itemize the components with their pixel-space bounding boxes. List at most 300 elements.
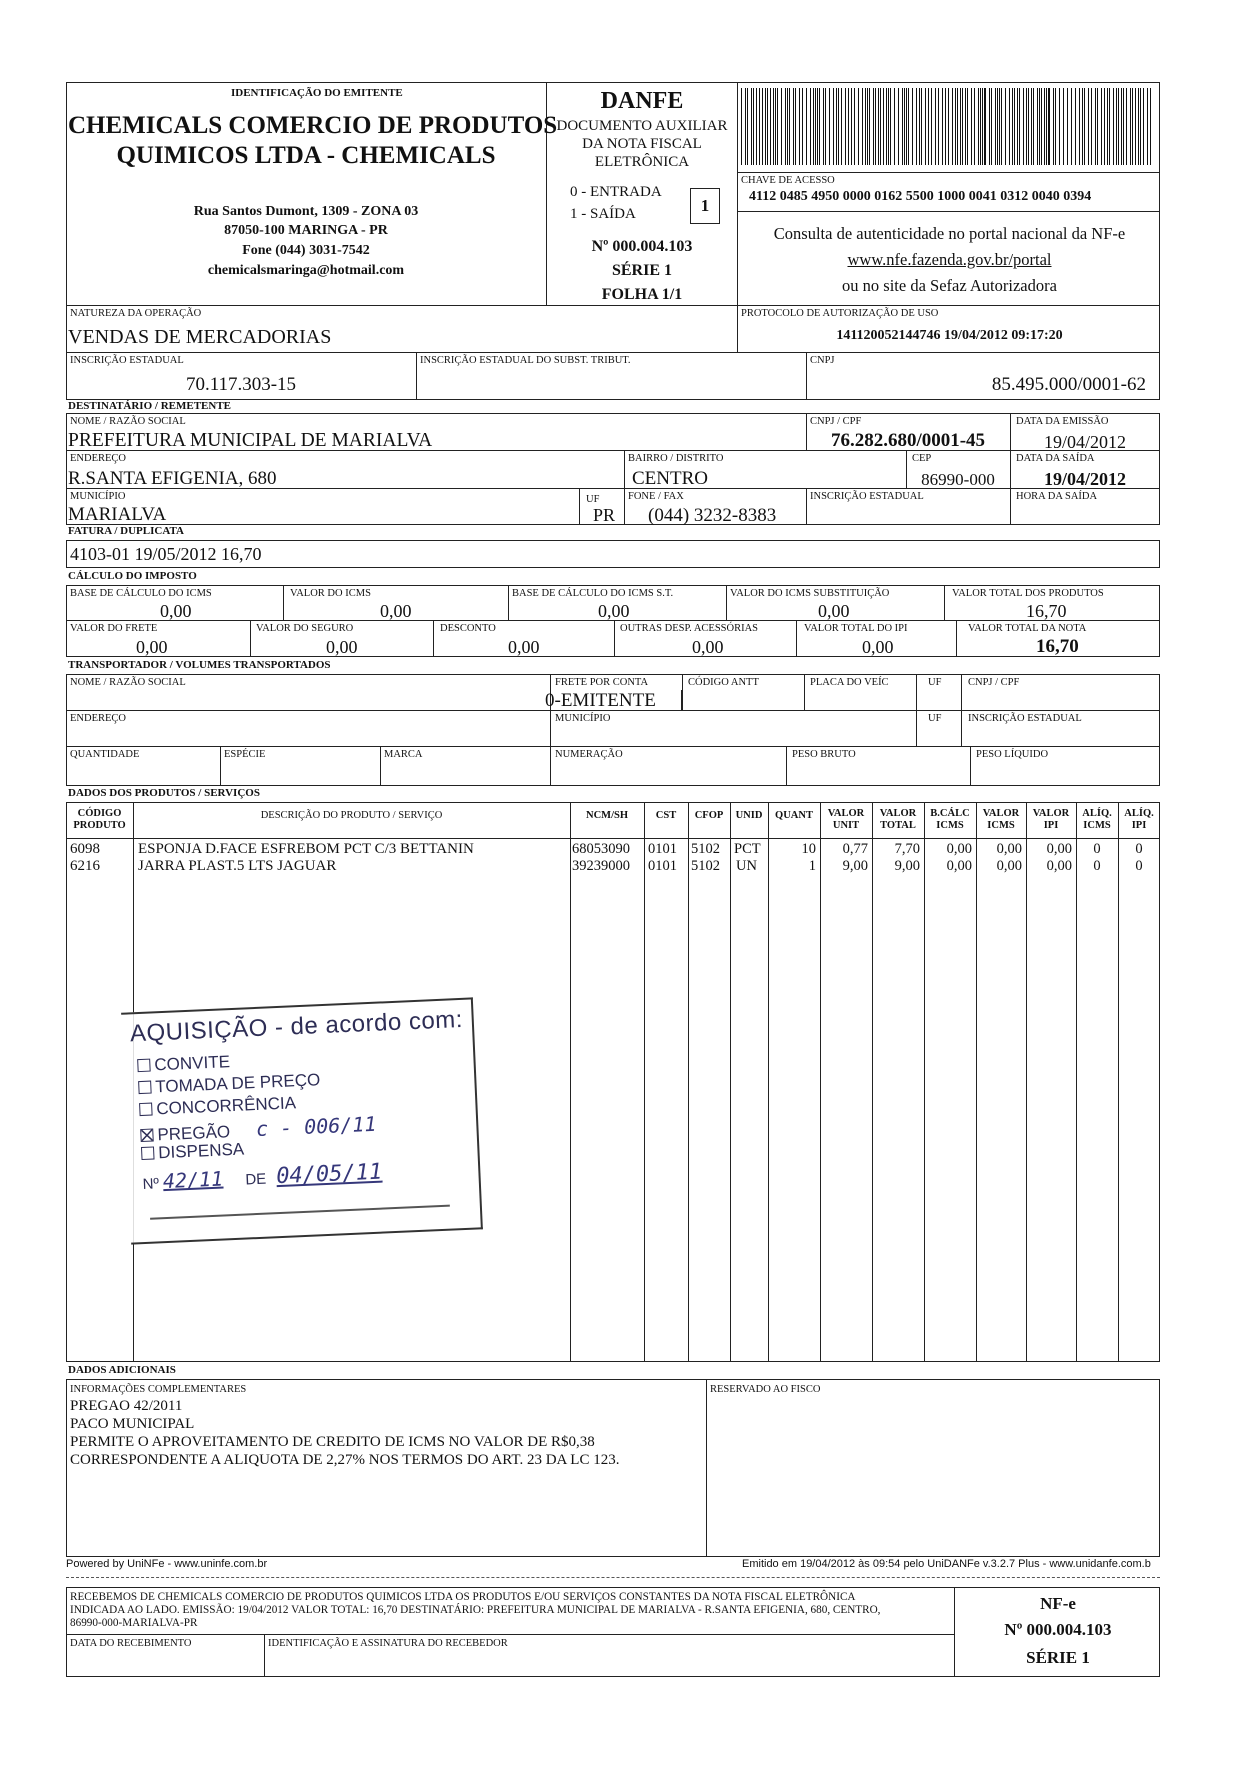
row-vunit: 9,00 bbox=[842, 858, 868, 874]
checkbox-icon bbox=[139, 1103, 153, 1117]
barcode-bar bbox=[747, 88, 748, 165]
fatura-section-title: FATURA / DUPLICATA bbox=[68, 525, 184, 537]
divider bbox=[688, 802, 689, 1362]
barcode-bar bbox=[1037, 88, 1038, 165]
row-vipi: 0,00 bbox=[1046, 858, 1072, 874]
dest-municipio-label: MUNICÍPIO bbox=[70, 491, 126, 502]
col-vicms-header: VALOR ICMS bbox=[982, 808, 1020, 831]
tipo-saida: 1 - SAÍDA bbox=[570, 206, 636, 222]
ipi-label: VALOR TOTAL DO IPI bbox=[804, 623, 908, 634]
stamp-option-tomada: TOMADA DE PREÇO bbox=[138, 1070, 321, 1098]
dest-saida-label: DATA DA SAÍDA bbox=[1016, 453, 1095, 464]
canhoto-numero: Nº 000.004.103 bbox=[1004, 1620, 1112, 1639]
stamp-option-concorrencia: CONCORRÊNCIA bbox=[139, 1093, 297, 1120]
barcode-bar bbox=[931, 88, 932, 165]
emitente-city: 87050-100 MARINGA - PR bbox=[224, 223, 388, 238]
transp-cnpj-label: CNPJ / CPF bbox=[968, 677, 1020, 688]
divider bbox=[570, 802, 571, 1362]
dest-ie-label: INSCRIÇÃO ESTADUAL bbox=[810, 491, 924, 502]
barcode-bar bbox=[770, 88, 771, 165]
barcode-bar bbox=[880, 88, 881, 165]
divider bbox=[433, 620, 434, 657]
acquisition-stamp bbox=[121, 997, 483, 1244]
barcode-bar bbox=[785, 88, 786, 165]
barcode-bar bbox=[1046, 88, 1047, 165]
barcode-bar bbox=[989, 88, 990, 165]
canhoto-nfe: NF-e bbox=[1040, 1594, 1076, 1613]
barcode-bar bbox=[1130, 88, 1131, 165]
row-codigo: 6098 bbox=[70, 841, 100, 857]
transp-peso-liq-label: PESO LÍQUIDO bbox=[976, 749, 1049, 760]
icms-st-value: 0,00 bbox=[818, 601, 850, 621]
barcode-bar bbox=[753, 88, 754, 165]
barcode-bar bbox=[1041, 88, 1042, 165]
checkbox-icon bbox=[138, 1081, 152, 1095]
barcode-bar bbox=[829, 88, 830, 165]
info-line-2: PACO MUNICIPAL bbox=[70, 1416, 195, 1432]
row-vtotal: 7,70 bbox=[894, 841, 920, 857]
consulta-portal-link[interactable]: www.nfe.fazenda.gov.br/portal bbox=[847, 250, 1052, 269]
barcode-bar bbox=[1017, 88, 1018, 165]
stamp-option-convite: CONVITE bbox=[137, 1052, 230, 1076]
barcode-bar bbox=[991, 88, 992, 165]
barcode-bar bbox=[1091, 88, 1092, 165]
barcode-bar bbox=[1012, 88, 1013, 165]
barcode-bar bbox=[952, 88, 953, 165]
dest-emissao-value: 19/04/2012 bbox=[1043, 432, 1126, 452]
barcode-bar bbox=[841, 88, 842, 165]
divider bbox=[624, 450, 625, 525]
checkbox-icon bbox=[141, 1146, 155, 1160]
desconto-value: 0,00 bbox=[508, 637, 540, 657]
ie-label: INSCRIÇÃO ESTADUAL bbox=[70, 355, 184, 366]
barcode-bar bbox=[888, 88, 889, 165]
col-unid-header: UNID bbox=[735, 810, 763, 821]
barcode-bar bbox=[813, 88, 814, 165]
emitente-name-1: CHEMICALS COMERCIO DE PRODUTOS bbox=[68, 112, 558, 139]
produtos-section-title: DADOS DOS PRODUTOS / SERVIÇOS bbox=[68, 787, 260, 799]
barcode-bar bbox=[765, 88, 766, 165]
info-complementares-label: INFORMAÇÕES COMPLEMENTARES bbox=[70, 1384, 247, 1395]
tipo-entrada: 0 - ENTRADA bbox=[570, 184, 662, 200]
barcode-bar bbox=[962, 88, 963, 165]
divider bbox=[706, 1379, 707, 1557]
chave-label: CHAVE DE ACESSO bbox=[741, 175, 835, 186]
col-quant-header: QUANT bbox=[775, 810, 813, 821]
divider bbox=[737, 211, 1160, 212]
barcode-bar bbox=[802, 88, 803, 165]
barcode-bar bbox=[980, 88, 981, 165]
barcode-bar bbox=[1005, 88, 1006, 165]
transp-qtd-label: QUANTIDADE bbox=[70, 749, 140, 760]
barcode-bar bbox=[898, 88, 899, 165]
barcode-bar bbox=[1033, 88, 1034, 165]
divider bbox=[916, 674, 917, 746]
barcode-bar bbox=[908, 88, 909, 165]
barcode-bar bbox=[1143, 88, 1144, 165]
col-codigo-header: CÓDIGO PRODUTO bbox=[73, 808, 126, 831]
divider bbox=[416, 352, 417, 400]
barcode-bar bbox=[938, 88, 939, 165]
barcode-bar bbox=[1001, 88, 1002, 165]
barcode-bar bbox=[1019, 88, 1020, 165]
barcode-bar bbox=[1053, 88, 1054, 165]
cnpj-emitente-value: 85.495.000/0001-62 bbox=[991, 374, 1146, 395]
col-cfop-header: CFOP bbox=[694, 810, 724, 821]
barcode-bar bbox=[912, 88, 913, 165]
row-vunit: 0,77 bbox=[842, 841, 868, 857]
divider bbox=[66, 838, 1160, 839]
barcode-bar bbox=[955, 88, 956, 165]
canhoto-text-1: RECEBEMOS DE CHEMICALS COMERCIO DE PRODUTOS QUIMICOS LTDA OS PRODUTOS E/OU SERVIÇOS CONSTANTES DA NOTA FISCAL ELETRÔNICA bbox=[70, 1591, 856, 1603]
barcode-bar bbox=[999, 88, 1000, 165]
barcode-bar bbox=[854, 88, 855, 165]
tipo-box: 1 bbox=[690, 188, 720, 224]
divider bbox=[644, 802, 645, 1362]
col-ncm-header: NCM/SH bbox=[586, 810, 628, 821]
divider bbox=[737, 82, 738, 306]
dest-cnpj-value: 76.282.680/0001-45 bbox=[830, 430, 986, 451]
outras-label: OUTRAS DESP. ACESSÓRIAS bbox=[620, 623, 758, 634]
divider bbox=[682, 674, 683, 710]
icms-value: 0,00 bbox=[380, 601, 412, 621]
dest-bairro-value: CENTRO bbox=[632, 468, 708, 489]
transp-uf2-label: UF bbox=[928, 713, 942, 724]
barcode-bar bbox=[781, 88, 782, 165]
transp-peso-bruto-label: PESO BRUTO bbox=[792, 749, 856, 760]
divider bbox=[508, 585, 509, 620]
imposto-section-title: CÁLCULO DO IMPOSTO bbox=[68, 570, 197, 582]
row-aicms: 0 bbox=[1093, 858, 1101, 874]
barcode-bar bbox=[921, 88, 922, 165]
bc-icms-value: 0,00 bbox=[160, 601, 192, 621]
barcode-bar bbox=[1123, 88, 1124, 165]
divider bbox=[66, 746, 1160, 747]
barcode-bar bbox=[869, 88, 870, 165]
total-nota-value: 16,70 bbox=[1036, 636, 1079, 657]
barcode-bar bbox=[838, 88, 839, 165]
divider bbox=[737, 305, 738, 353]
barcode-bar bbox=[997, 88, 998, 165]
frete-value-box bbox=[550, 690, 682, 710]
total-nota-label: VALOR TOTAL DA NOTA bbox=[968, 623, 1087, 634]
barcode-bar bbox=[858, 88, 859, 165]
barcode-bar bbox=[767, 88, 768, 165]
barcode-bar bbox=[865, 88, 866, 165]
divider bbox=[220, 746, 221, 786]
dest-nome-value: PREFEITURA MUNICIPAL DE MARIALVA bbox=[68, 430, 433, 451]
danfe-serie: SÉRIE 1 bbox=[611, 262, 673, 279]
transp-placa-label: PLACA DO VEÍC bbox=[810, 677, 889, 688]
protocolo-label: PROTOCOLO DE AUTORIZAÇÃO DE USO bbox=[741, 308, 939, 319]
info-line-4: CORRESPONDENTE A ALIQUOTA DE 2,27% NOS TERMOS DO ART. 23 DA LC 123. bbox=[70, 1452, 620, 1468]
dest-fone-label: FONE / FAX bbox=[628, 491, 684, 502]
total-produtos-label: VALOR TOTAL DOS PRODUTOS bbox=[952, 588, 1104, 599]
transportador-section-title: TRANSPORTADOR / VOLUMES TRANSPORTADOS bbox=[68, 659, 331, 671]
barcode-bar bbox=[1071, 88, 1072, 165]
transp-uf-label: UF bbox=[928, 677, 942, 688]
ie-value: 70.117.303-15 bbox=[185, 374, 297, 395]
barcode-bar bbox=[787, 88, 788, 165]
iest-label: INSCRIÇÃO ESTADUAL DO SUBST. TRIBUT. bbox=[420, 355, 631, 366]
barcode-bar bbox=[1101, 88, 1102, 165]
row-quant: 10 bbox=[801, 841, 816, 857]
divider bbox=[796, 620, 797, 657]
row-cfop: 5102 bbox=[691, 841, 720, 857]
canhoto-serie: SÉRIE 1 bbox=[1026, 1648, 1090, 1667]
barcode-bar bbox=[906, 88, 907, 165]
emitente-address: Rua Santos Dumont, 1309 - ZONA 03 bbox=[193, 204, 419, 219]
canhoto-text-3: 86990-000-MARIALVA-PR bbox=[70, 1617, 198, 1629]
barcode-bar bbox=[942, 88, 943, 165]
barcode-bar bbox=[836, 88, 837, 165]
barcode-bar bbox=[806, 88, 807, 165]
col-vtotal-header: VALOR TOTAL bbox=[879, 808, 917, 831]
stamp-number-line: Nº 42/11 DE 04/05/11 bbox=[142, 1159, 383, 1194]
outras-value: 0,00 bbox=[692, 637, 724, 657]
col-aicms-header: ALÍQ. ICMS bbox=[1082, 808, 1112, 831]
barcode-bar bbox=[751, 88, 752, 165]
fatura-value: 4103-01 19/05/2012 16,70 bbox=[70, 544, 262, 564]
barcode-bar bbox=[1075, 88, 1076, 165]
barcode-bar bbox=[945, 88, 946, 165]
danfe-subtitle-3: ELETRÔNICA bbox=[594, 154, 690, 170]
barcode-bar bbox=[825, 88, 826, 165]
transp-ie-label: INSCRIÇÃO ESTADUAL bbox=[968, 713, 1082, 724]
frete-label: VALOR DO FRETE bbox=[70, 623, 158, 634]
transp-marca-label: MARCA bbox=[384, 749, 423, 760]
emitente-phone: Fone (044) 3031-7542 bbox=[242, 243, 370, 258]
barcode-bar bbox=[1126, 88, 1127, 165]
transp-endereco-label: ENDEREÇO bbox=[70, 713, 126, 724]
barcode-bar bbox=[1121, 88, 1122, 165]
danfe-numero: Nº 000.004.103 bbox=[591, 238, 693, 255]
stamp-option-pregao: PREGÃO c - 006/11 bbox=[140, 1112, 377, 1146]
barcode-bar bbox=[851, 88, 852, 165]
barcode-bar bbox=[756, 88, 757, 165]
barcode-bar bbox=[984, 88, 986, 165]
dest-saida-value: 19/04/2012 bbox=[1043, 469, 1126, 489]
checkbox-checked-icon bbox=[140, 1128, 154, 1142]
barcode-bar bbox=[916, 88, 917, 165]
protocolo-value: 141120052144746 19/04/2012 09:17:20 bbox=[836, 328, 1063, 343]
barcode-bar bbox=[1082, 88, 1083, 165]
divider bbox=[283, 585, 284, 620]
barcode-bar bbox=[902, 88, 903, 165]
barcode-bar bbox=[1026, 88, 1027, 165]
barcode-bar bbox=[1059, 88, 1060, 165]
transp-nome-label: NOME / RAZÃO SOCIAL bbox=[70, 677, 186, 688]
info-line-1: PREGAO 42/2011 bbox=[70, 1398, 183, 1414]
adicionais-section-title: DADOS ADICIONAIS bbox=[68, 1364, 176, 1376]
row-quant: 1 bbox=[808, 858, 816, 874]
barcode-bar bbox=[1147, 88, 1148, 165]
ipi-value: 0,00 bbox=[862, 637, 894, 657]
divider bbox=[970, 746, 971, 786]
cnpj-emitente-label: CNPJ bbox=[810, 355, 835, 366]
divider bbox=[806, 488, 807, 525]
row-bc: 0,00 bbox=[946, 841, 972, 857]
total-produtos-value: 16,70 bbox=[1026, 601, 1067, 621]
icms-st-label: VALOR DO ICMS SUBSTITUIÇÃO bbox=[730, 588, 890, 599]
barcode-bar bbox=[799, 88, 800, 165]
barcode-bar bbox=[1116, 88, 1117, 165]
stamp-title: AQUISIÇÃO - de acordo com: bbox=[129, 1005, 464, 1048]
barcode-bar bbox=[759, 88, 760, 165]
row-vtotal: 9,00 bbox=[894, 858, 920, 874]
dest-cnpj-label: CNPJ / CPF bbox=[810, 416, 862, 427]
barcode-bar bbox=[815, 88, 816, 165]
row-vipi: 0,00 bbox=[1046, 841, 1072, 857]
dest-endereco-label: ENDEREÇO bbox=[70, 453, 126, 464]
barcode-bar bbox=[1048, 88, 1050, 165]
emitido-em: Emitido em 19/04/2012 às 09:54 pelo UniDANFe v.3.2.7 Plus - www.unidanfe.com.b bbox=[742, 1558, 1151, 1570]
barcode-bar bbox=[1031, 88, 1032, 165]
divider bbox=[614, 620, 615, 657]
consulta-line-3: ou no site da Sefaz Autorizadora bbox=[842, 276, 1057, 295]
row-aipi: 0 bbox=[1135, 858, 1143, 874]
row-bc: 0,00 bbox=[946, 858, 972, 874]
barcode-bar bbox=[890, 88, 891, 165]
row-vicms: 0,00 bbox=[996, 858, 1022, 874]
barcode-bar bbox=[867, 88, 868, 165]
transp-antt-label: CÓDIGO ANTT bbox=[688, 677, 759, 688]
barcode-bar bbox=[873, 88, 874, 165]
row-unid: PCT bbox=[734, 841, 761, 857]
barcode-bar bbox=[795, 88, 796, 165]
barcode-bar bbox=[793, 88, 794, 165]
barcode-bar bbox=[904, 88, 905, 165]
barcode-bar bbox=[833, 88, 834, 165]
dest-uf-label: UF bbox=[586, 494, 600, 505]
divider bbox=[906, 450, 907, 488]
barcode-bar bbox=[995, 88, 996, 165]
danfe-subtitle-2: DA NOTA FISCAL bbox=[582, 136, 702, 152]
barcode-bar bbox=[1079, 88, 1080, 165]
barcode-bar bbox=[741, 88, 742, 165]
natureza-value: VENDAS DE MERCADORIAS bbox=[68, 326, 332, 348]
divider bbox=[380, 746, 381, 786]
barcode-bar bbox=[1138, 88, 1139, 165]
barcode-bar bbox=[1113, 88, 1114, 165]
divider bbox=[1076, 802, 1077, 1362]
assinatura-recebedor-label: IDENTIFICAÇÃO E ASSINATURA DO RECEBEDOR bbox=[268, 1638, 508, 1649]
divider bbox=[806, 413, 807, 450]
desconto-label: DESCONTO bbox=[440, 623, 496, 634]
barcode-bar bbox=[773, 88, 774, 165]
divider bbox=[872, 802, 873, 1362]
barcode-bar bbox=[1067, 88, 1068, 165]
dest-municipio-value: MARIALVA bbox=[68, 504, 167, 525]
barcode-bar bbox=[957, 88, 958, 165]
bc-icms-label: BASE DE CÁLCULO DO ICMS bbox=[70, 588, 212, 599]
barcode-bar bbox=[965, 88, 966, 165]
barcode-bar bbox=[819, 88, 820, 165]
barcode-bar bbox=[925, 88, 926, 165]
row-ncm: 39239000 bbox=[572, 858, 630, 874]
barcode-bar bbox=[878, 88, 879, 165]
barcode-bar bbox=[1044, 88, 1045, 165]
col-aipi-header: ALÍQ. IPI bbox=[1124, 808, 1154, 831]
row-ncm: 68053090 bbox=[572, 841, 630, 857]
bc-st-value: 0,00 bbox=[598, 601, 630, 621]
col-vunit-header: VALOR UNIT bbox=[827, 808, 865, 831]
divider bbox=[1118, 802, 1119, 1362]
dest-nome-label: NOME / RAZÃO SOCIAL bbox=[70, 416, 186, 427]
barcode-bar bbox=[1097, 88, 1098, 165]
barcode-bar bbox=[935, 88, 936, 165]
barcode-bar bbox=[948, 88, 949, 165]
barcode-bar bbox=[810, 88, 811, 165]
barcode-bar bbox=[974, 88, 975, 165]
dest-emissao-label: DATA DA EMISSÃO bbox=[1016, 416, 1109, 427]
row-vicms: 0,00 bbox=[996, 841, 1022, 857]
divider bbox=[264, 1634, 265, 1677]
barcode-bar bbox=[1039, 88, 1040, 165]
barcode-bar bbox=[1063, 88, 1064, 165]
barcode-bar bbox=[762, 88, 763, 165]
barcode-bar bbox=[928, 88, 929, 165]
danfe-folha: FOLHA 1/1 bbox=[601, 286, 683, 303]
divider bbox=[820, 802, 821, 1362]
dest-hora-label: HORA DA SAÍDA bbox=[1016, 491, 1098, 502]
transp-frete-value: 0-EMITENTE bbox=[545, 690, 656, 711]
divider bbox=[944, 585, 945, 620]
transp-municipio-label: MUNICÍPIO bbox=[555, 713, 611, 724]
divider bbox=[976, 802, 977, 1362]
danfe-subtitle-1: DOCUMENTO AUXILIAR bbox=[556, 118, 728, 134]
bc-st-label: BASE DE CÁLCULO DO ICMS S.T. bbox=[512, 588, 674, 599]
seguro-label: VALOR DO SEGURO bbox=[256, 623, 354, 634]
barcode-bar bbox=[875, 88, 876, 165]
barcode-bar bbox=[777, 88, 778, 165]
emitente-email: chemicalsmaringa@hotmail.com bbox=[207, 263, 405, 278]
row-cst: 0101 bbox=[648, 841, 677, 857]
barcode-bar bbox=[823, 88, 824, 165]
barcode-bar bbox=[848, 88, 849, 165]
barcode-bar bbox=[919, 88, 920, 165]
divider bbox=[250, 620, 251, 657]
barcode-bar bbox=[886, 88, 887, 165]
consulta-line-1: Consulta de autenticidade no portal nacional da NF-e bbox=[773, 224, 1126, 243]
emitente-name-2: QUIMICOS LTDA - CHEMICALS bbox=[116, 142, 496, 169]
barcode-bar bbox=[775, 88, 776, 165]
col-bc-header: B.CÁLC ICMS bbox=[930, 808, 970, 831]
barcode-image bbox=[741, 88, 1153, 165]
divider bbox=[956, 620, 957, 657]
barcode-bar bbox=[978, 88, 979, 165]
dest-cep-value: 86990-000 bbox=[921, 470, 995, 489]
barcode-bar bbox=[845, 88, 846, 165]
divider bbox=[924, 802, 925, 1362]
row-aicms: 0 bbox=[1093, 841, 1101, 857]
barcode-bar bbox=[1028, 88, 1029, 165]
barcode-bar bbox=[1084, 88, 1085, 165]
divider bbox=[806, 352, 807, 400]
pregao-handwritten-number: c - 006/11 bbox=[255, 1111, 377, 1142]
barcode-bar bbox=[1109, 88, 1110, 165]
icms-label: VALOR DO ICMS bbox=[290, 588, 371, 599]
dest-cep-label: CEP bbox=[912, 453, 932, 464]
data-recebimento-label: DATA DO RECEBIMENTO bbox=[70, 1638, 192, 1649]
canhoto-cut-line bbox=[66, 1577, 1160, 1578]
barcode-bar bbox=[1150, 88, 1151, 165]
row-cst: 0101 bbox=[648, 858, 677, 874]
barcode-bar bbox=[1009, 88, 1010, 165]
barcode-bar bbox=[971, 88, 972, 165]
divider bbox=[579, 488, 580, 525]
emitente-label: IDENTIFICAÇÃO DO EMITENTE bbox=[231, 87, 403, 99]
